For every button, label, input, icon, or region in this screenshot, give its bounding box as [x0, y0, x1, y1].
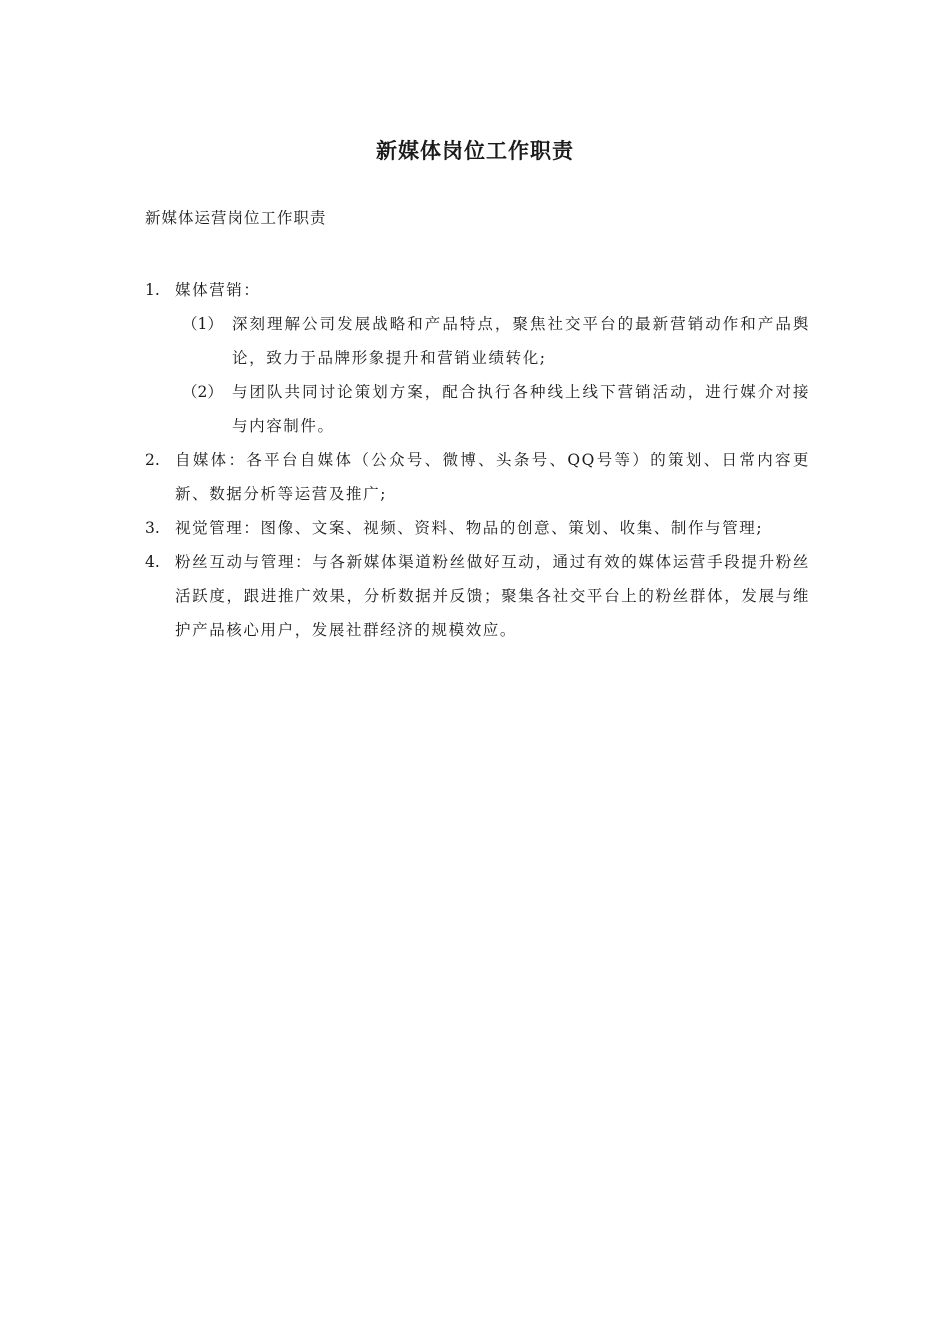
sub-list-item	[175, 375, 810, 443]
page-subtitle: 新媒体运营岗位工作职责	[145, 209, 327, 227]
sub-list-item-number: （2）	[182, 383, 223, 401]
page-title: 新媒体岗位工作职责	[376, 138, 574, 163]
sub-list-item	[175, 307, 810, 375]
list-item	[145, 273, 810, 443]
list-item-number: 1.	[145, 281, 160, 299]
list-item-number: 3.	[145, 519, 160, 537]
list-item	[145, 443, 810, 511]
sub-list-item-text: 深刻理解公司发展战略和产品特点，聚焦社交平台的最新营销动作和产品舆论，致力于品牌形象提升和营销业绩转化;	[232, 315, 810, 367]
duty-list	[145, 273, 810, 647]
list-item-text: 自媒体：各平台自媒体（公众号、微博、头条号、QQ号等）的策划、日常内容更新、数据分析等运营及推广;	[175, 451, 810, 503]
list-item-number: 4.	[145, 553, 160, 571]
list-item-text: 粉丝互动与管理：与各新媒体渠道粉丝做好互动，通过有效的媒体运营手段提升粉丝活跃度，跟进推广效果，分析数据并反馈；聚集各社交平台上的粉丝群体，发展与维护产品核心用户，发展社群经济的规模效应。	[175, 553, 810, 639]
sub-list-item-text: 与团队共同讨论策划方案，配合执行各种线上线下营销活动，进行媒介对接与内容制件。	[232, 383, 810, 435]
sub-list	[175, 307, 810, 443]
sub-list-item-number: （1）	[182, 315, 223, 333]
list-item-text: 媒体营销：	[175, 281, 261, 299]
list-item	[145, 545, 810, 647]
list-item-text: 视觉管理：图像、文案、视频、资料、物品的创意、策划、收集、制作与管理;	[175, 519, 764, 537]
list-item	[145, 511, 810, 545]
list-item-number: 2.	[145, 451, 160, 469]
